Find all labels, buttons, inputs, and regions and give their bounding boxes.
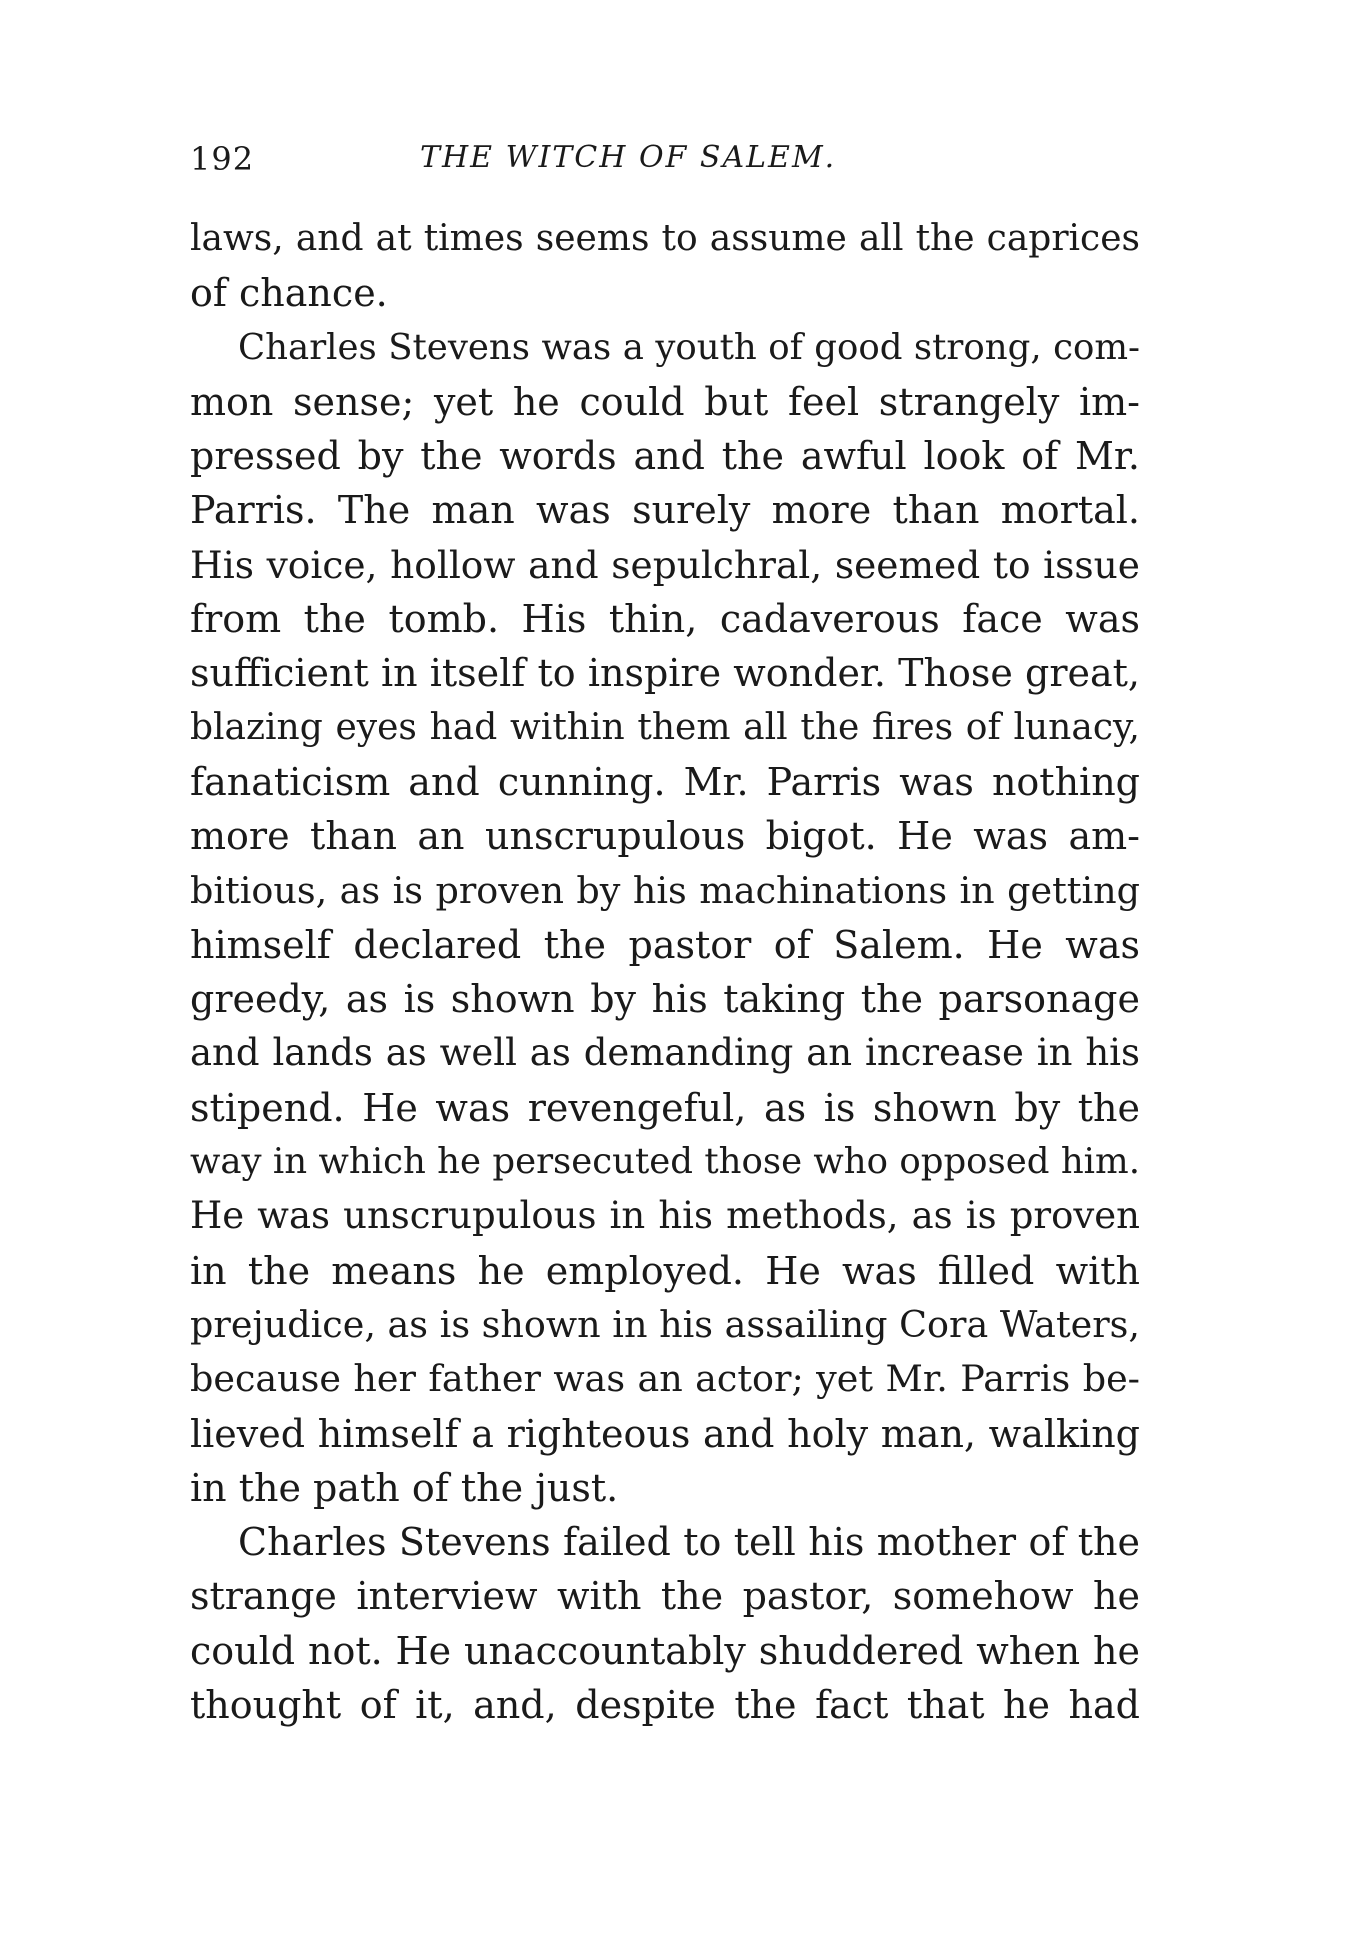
text-line: strange interview with the pastor, somehow he (190, 1574, 1140, 1619)
text-line: lieved himself a righteous and holy man, walking (190, 1411, 1140, 1456)
text-line: bitious, as is proven by his machinations in getting (190, 868, 1140, 912)
text-line: His voice, hollow and sepulchral, seemed to issue (190, 542, 1140, 587)
text-line: himself declared the pastor of Salem. He was (190, 922, 1140, 967)
text-line: prejudice, as is shown in his assailing Cora Waters, (190, 1302, 1140, 1346)
text-line: laws, and at times seems to assume all the caprices (190, 218, 1140, 259)
text-line: Charles Stevens was a youth of good strong, com- (238, 326, 1140, 368)
text-line: and lands as well as demanding an increase in his (190, 1031, 1140, 1075)
page-header (190, 140, 1140, 180)
text-line: mon sense; yet he could but feel strangely im- (190, 379, 1140, 424)
paragraph-2 (190, 321, 1140, 1516)
text-line: Parris. The man was surely more than mortal. (190, 488, 1140, 533)
running-title: THE WITCH OF SALEM. (420, 140, 837, 175)
paragraph-1 (190, 212, 1140, 321)
text-line: because her father was an actor; yet Mr. Parris be- (190, 1357, 1140, 1401)
text-line: from the tomb. His thin, cadaverous face was (190, 597, 1140, 642)
page-number: 192 (190, 140, 255, 178)
text-line: in the means he employed. He was filled with (190, 1248, 1140, 1293)
text-line: thought of it, and, despite the fact that he had (190, 1683, 1140, 1728)
text-line: Charles Stevens failed to tell his mother of the (238, 1520, 1140, 1565)
text-line: fanaticism and cunning. Mr. Parris was nothing (190, 759, 1140, 804)
text-line: in the path of the just. (190, 1465, 619, 1510)
text-line: could not. He unaccountably shuddered when he (190, 1628, 1140, 1673)
text-line: sufficient in itself to inspire wonder. Those great, (190, 651, 1140, 696)
text-line: more than an unscrupulous bigot. He was am- (190, 814, 1140, 859)
text-line: greedy, as is shown by his taking the parsonage (190, 977, 1140, 1022)
text-line: stipend. He was revengeful, as is shown by the (190, 1085, 1140, 1130)
text-line: way in which he persecuted those who opposed him. (190, 1141, 1140, 1183)
text-line: of chance. (190, 271, 388, 316)
text-line: He was unscrupulous in his methods, as is proven (190, 1194, 1140, 1238)
body-text (190, 212, 1140, 1732)
paragraph-3 (190, 1515, 1140, 1732)
text-line: pressed by the words and the awful look of Mr. (190, 434, 1140, 479)
text-line: blazing eyes had within them all the fires of lunacy, (190, 706, 1140, 748)
